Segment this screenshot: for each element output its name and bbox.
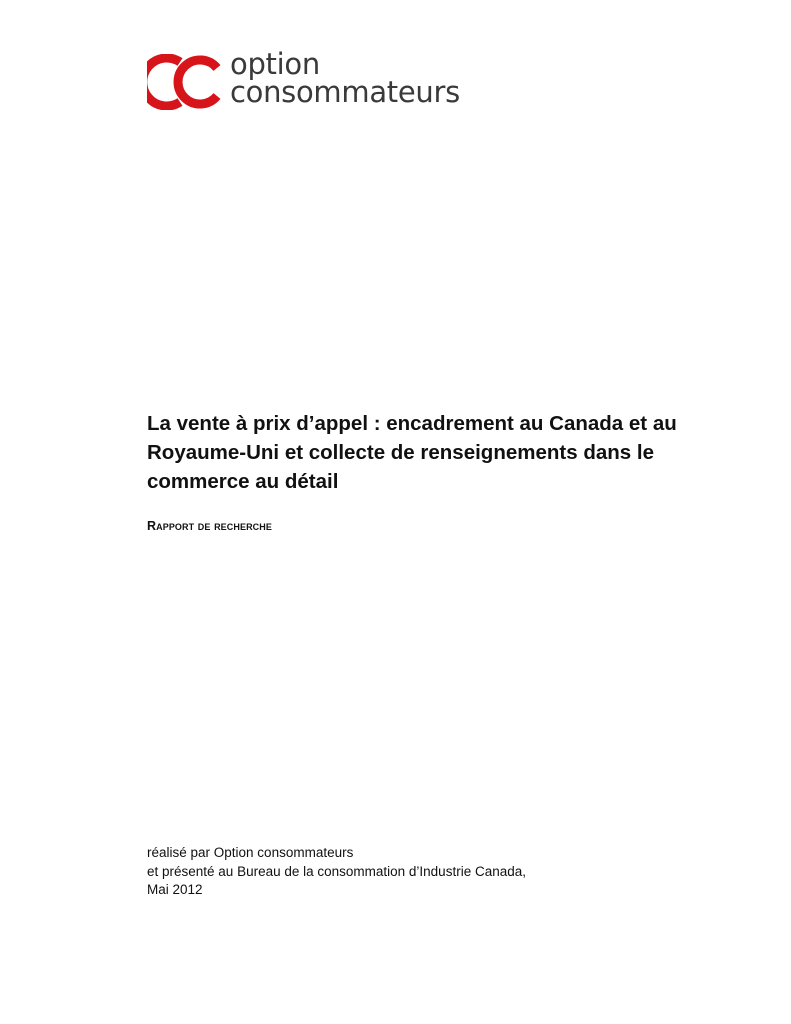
document-credits <box>147 844 526 900</box>
credits-line-1: réalisé par Option consommateurs <box>147 845 354 860</box>
document-title <box>147 409 707 496</box>
title-line-2: Royaume-Uni et collecte de renseignements dans le <box>147 441 654 464</box>
credits-line-3: Mai 2012 <box>147 882 203 897</box>
logo-line-1: option <box>230 47 320 81</box>
title-line-3: commerce au détail <box>147 470 339 493</box>
credits-line-2: et présenté au Bureau de la consommation d’Industrie Canada, <box>147 863 526 879</box>
title-line-1: La vente à prix d’appel : encadrement au Canada et au <box>147 412 677 435</box>
logo-mark-icon <box>147 54 223 110</box>
logo-wordmark <box>230 47 460 109</box>
organization-logo <box>147 47 487 112</box>
logo-line-2: consommateurs <box>230 75 460 109</box>
document-subtitle: Rapport de recherche <box>147 519 272 533</box>
